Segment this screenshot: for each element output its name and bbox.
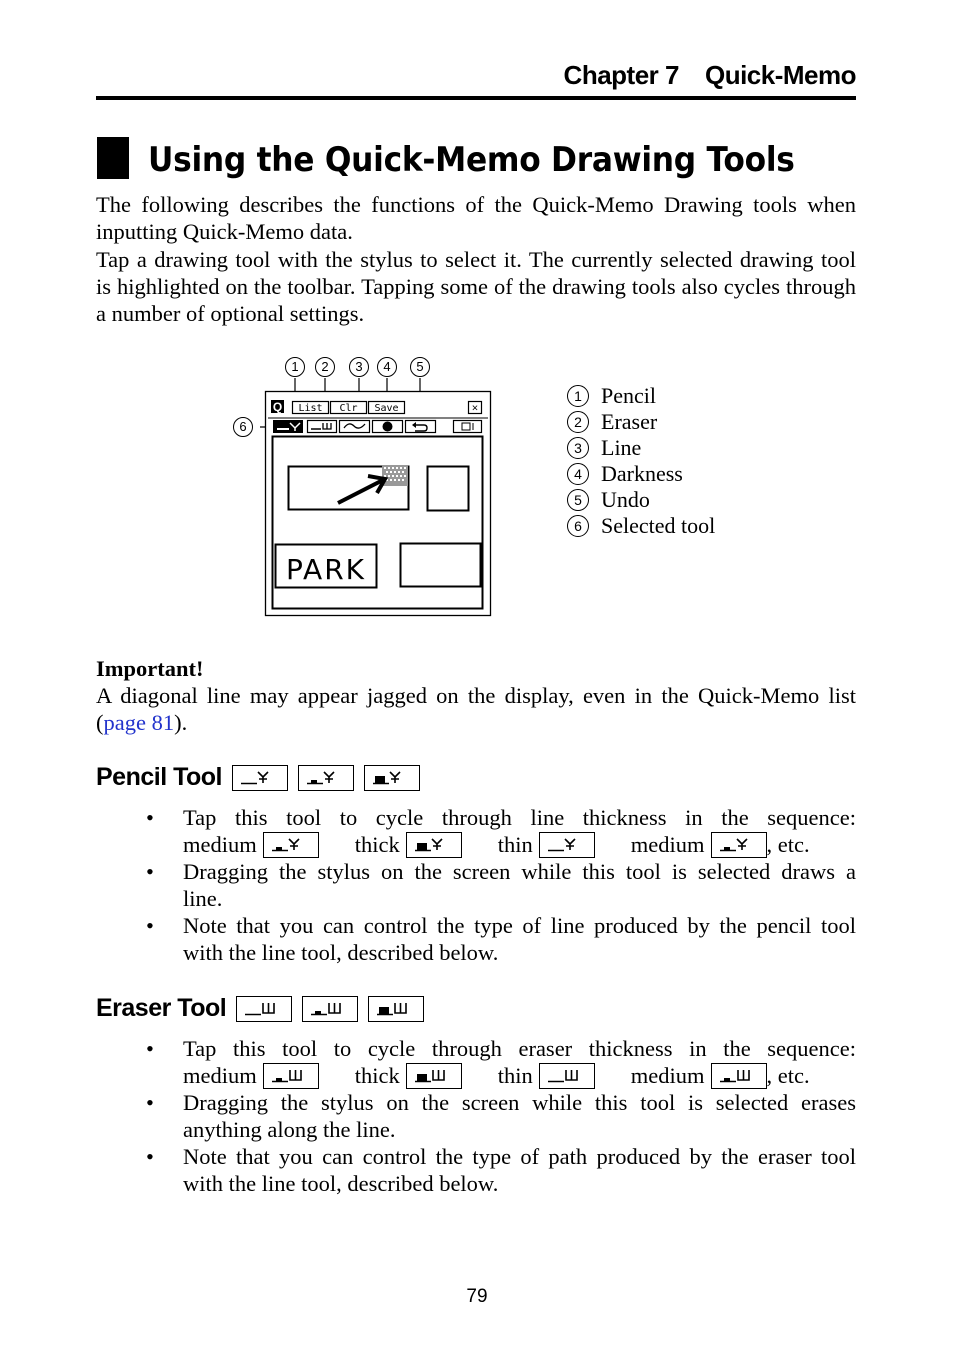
list-item: • Tap this tool to cycle through eraser thickness in the sequence: medium thick thin medium , etc. xyxy=(146,1036,856,1088)
chapter-label: Chapter 7 xyxy=(563,60,679,90)
callout-1: 1 xyxy=(285,357,305,377)
eraser-glyph xyxy=(264,1064,317,1087)
eraser-tool-heading-row xyxy=(96,994,424,1023)
text-line: Dragging the stylus on the screen while this tool is selected erases xyxy=(183,1090,856,1115)
chapter-title: Quick-Memo xyxy=(704,60,856,90)
eraser-glyph xyxy=(712,1064,765,1087)
pencil-glyph xyxy=(233,766,286,789)
list-item: • Note that you can control the type of line produced by the pencil tool with the line tool, described below. xyxy=(146,913,856,965)
eraser-medium-icon xyxy=(711,1063,767,1089)
text-line: Tap this tool to cycle through eraser thickness in the sequence: xyxy=(183,1036,856,1061)
svg-text:×: × xyxy=(471,402,479,415)
intro-paragraph-2 xyxy=(96,246,856,327)
device-screen-illustration xyxy=(240,375,500,625)
important-heading: Important! xyxy=(96,656,204,681)
eraser-glyph xyxy=(303,997,356,1020)
list-item: • Dragging the stylus on the screen while this tool is selected draws a line. xyxy=(146,859,856,911)
svg-text:Save: Save xyxy=(374,403,399,414)
sequence-line: medium thick thin medium , etc. xyxy=(183,832,810,857)
text-line: with the line tool, described below. xyxy=(183,940,499,965)
text-line: Note that you can control the type of path produced by the eraser tool xyxy=(183,1144,856,1169)
eraser-thick-icon xyxy=(368,996,424,1022)
clear-button[interactable] xyxy=(331,402,367,415)
text-line: anything along the line. xyxy=(183,1117,396,1142)
callout-5: 5 xyxy=(410,357,430,377)
text-line: a number of optional settings. xyxy=(96,301,365,326)
eraser-glyph xyxy=(407,1064,460,1087)
line-icon[interactable] xyxy=(340,421,370,433)
sequence-line: medium thick thin medium , etc. xyxy=(183,1063,810,1088)
memo-box xyxy=(289,465,409,510)
pencil-thin-icon xyxy=(539,832,595,858)
eraser-medium-icon xyxy=(263,1063,319,1089)
pencil-medium-icon xyxy=(711,832,767,858)
app-icon[interactable] xyxy=(271,400,284,414)
eraser-thin-icon xyxy=(539,1063,595,1089)
svg-text:List: List xyxy=(298,403,323,414)
pencil-glyph xyxy=(299,766,352,789)
eraser-thick-icon xyxy=(406,1063,462,1089)
text-line: The following describes the functions of the Quick-Memo Drawing tools when xyxy=(96,192,856,217)
svg-text:Q: Q xyxy=(272,400,283,414)
pencil-medium-icon xyxy=(298,765,354,791)
page-81-link[interactable]: page 81 xyxy=(103,710,175,735)
darkness-icon[interactable] xyxy=(373,421,403,433)
save-button[interactable] xyxy=(369,402,405,415)
pencil-thick-icon xyxy=(364,765,420,791)
section-title: Using the Quick-Memo Drawing Tools xyxy=(148,140,795,180)
legend-item: 3 Line xyxy=(567,435,715,461)
text-line: with the line tool, described below. xyxy=(183,1171,499,1196)
pencil-glyph xyxy=(407,833,460,856)
eraser-tool-bullets xyxy=(146,1035,856,1197)
pencil-tool-heading-row xyxy=(96,763,420,792)
eraser-icon[interactable] xyxy=(308,421,337,433)
eraser-glyph xyxy=(540,1064,593,1087)
svg-text:Clr: Clr xyxy=(339,403,358,414)
text-line: Dragging the stylus on the screen while this tool is selected draws a xyxy=(183,859,856,884)
text-line: is highlighted on the toolbar. Tapping some of the drawing tools also cycles through xyxy=(96,274,856,299)
text-line: Tap this tool to cycle through line thickness in the sequence: xyxy=(183,805,856,830)
text-line: line. xyxy=(183,886,223,911)
intro-paragraph-1 xyxy=(96,191,856,245)
page-icon[interactable] xyxy=(454,421,482,433)
pencil-icon[interactable] xyxy=(273,420,303,433)
memo-box xyxy=(401,544,481,587)
chapter-header xyxy=(96,60,856,91)
list-item: • Note that you can control the type of path produced by the eraser tool with the line tool, described below. xyxy=(146,1144,856,1196)
text-line: (page 81). xyxy=(96,710,188,735)
eraser-glyph xyxy=(369,997,422,1020)
eraser-medium-icon xyxy=(302,996,358,1022)
legend-item: 4 Darkness xyxy=(567,461,715,487)
callout-6: 6 xyxy=(233,417,253,437)
pencil-thin-icon xyxy=(232,765,288,791)
eraser-tool-heading: Eraser Tool xyxy=(96,994,227,1022)
pencil-tool-heading: Pencil Tool xyxy=(96,763,222,791)
list-item: • Dragging the stylus on the screen while this tool is selected erases anything along the line. xyxy=(146,1090,856,1142)
pencil-medium-icon xyxy=(263,832,319,858)
pencil-glyph xyxy=(540,833,593,856)
legend-item: 5 Undo xyxy=(567,487,715,513)
eraser-glyph xyxy=(237,997,290,1020)
text-line: inputting Quick-Memo data. xyxy=(96,219,353,244)
legend-item: 6 Selected tool xyxy=(567,513,715,539)
text-line: Note that you can control the type of line produced by the pencil tool xyxy=(183,913,856,938)
header-rule xyxy=(96,96,856,100)
figure-legend xyxy=(567,383,715,539)
callout-4: 4 xyxy=(377,357,397,377)
important-note xyxy=(96,655,856,736)
text-line: Tap a drawing tool with the stylus to select it. The currently selected drawing tool xyxy=(96,247,856,272)
pencil-glyph xyxy=(365,766,418,789)
legend-item: 2 Eraser xyxy=(567,409,715,435)
list-button[interactable] xyxy=(293,402,329,415)
eraser-thin-icon xyxy=(236,996,292,1022)
close-icon[interactable] xyxy=(469,402,482,415)
text-line: A diagonal line may appear jagged on the display, even in the Quick-Memo list xyxy=(96,683,856,708)
undo-icon[interactable] xyxy=(406,421,436,433)
legend-item: 1 Pencil xyxy=(567,383,715,409)
callout-3: 3 xyxy=(349,357,369,377)
section-marker xyxy=(97,137,129,179)
memo-box xyxy=(276,545,377,588)
list-item: • Tap this tool to cycle through line thickness in the sequence: medium thick thin medium , etc. xyxy=(146,805,856,857)
svg-text:PARK: PARK xyxy=(285,553,367,586)
page-number: 79 xyxy=(466,1286,488,1307)
pencil-thick-icon xyxy=(406,832,462,858)
memo-box xyxy=(428,467,469,511)
pencil-glyph xyxy=(712,833,765,856)
pencil-glyph xyxy=(264,833,317,856)
callout-2: 2 xyxy=(315,357,335,377)
pencil-tool-bullets xyxy=(146,804,856,966)
